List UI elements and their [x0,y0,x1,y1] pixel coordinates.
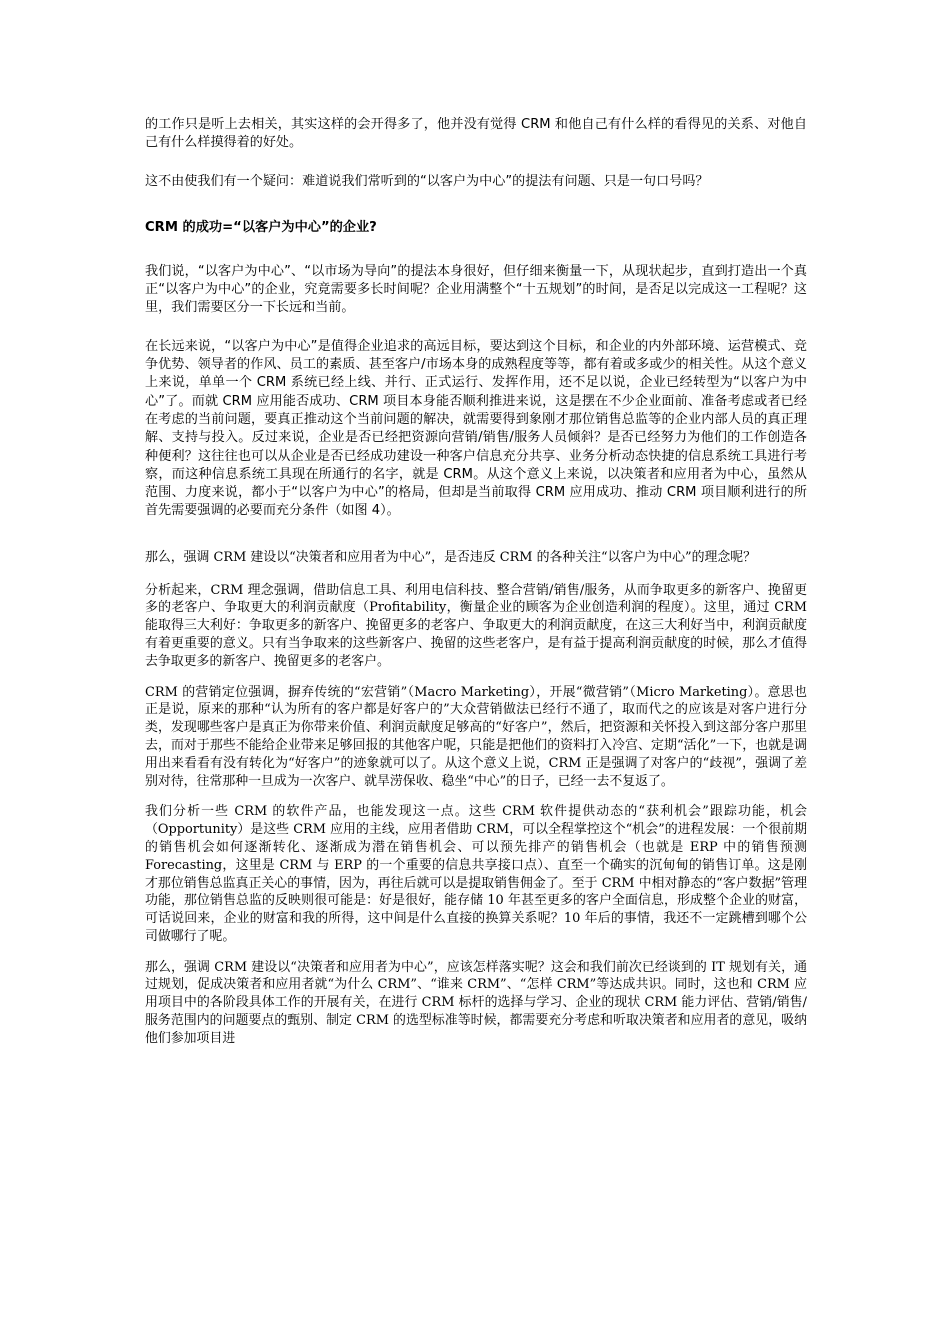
section-heading: CRM 的成功=“以客户为中心”的企业? [145,219,377,235]
paragraph-question: 这不由使我们有一个疑问：难道说我们常听到的“以客户为中心”的提法有问题、只是一句口号吗？ [145,173,709,189]
paragraph-profitability: 分析起来，CRM 理念强调，借助信息工具、利用电信科技、整合营销/销售/服务，从而争取更多的新客户、挽留更多的老客户、争取更大的利润贡献度（Profitability，衡量企业的顾客为企业创造利润的程度）。这里，通过 CRM 能取得三大利好：争取更多的新客户、挽留更多的老客户、争取更大的利润贡献度，在这三大利好当中，利润贡献度有着更重要的意义。只有当争取来的这些新客户、挽留的这些老客户，是有益于提高利润贡献度的时候，那么才值得去争取更多的新客户、挽留更多的老客户。 [145,582,807,669]
paragraph-decision-makers: 那么，强调 CRM 建设以“决策者和应用者为中心”，是否违反 CRM 的各种关注“以客户为中心”的理念呢？ [145,549,757,565]
paragraph-long-term: 在长远来说，“以客户为中心”是值得企业追求的高远目标，要达到这个目标，和企业的内外部环境、运营模式、竞争优势、领导者的作风、员工的素质、甚至客户/市场本身的成熟程度等等，都有着或多或少的相关性。从这个意义上来说，单单一个 CRM 系统已经上线、并行、正式运行、发挥作用，还不足以说，企业已经转型为“以客户为中心”了。而就 CRM 应用能否成功、CRM 项目本身能否顺利推进来说，这是摆在不少企业面前、准备考虑或者已经在考虑的当前问题，要真正推动这个当前问题的解决，就需要得到象刚才那位销售总监等的企业内部人员的真正理解、支持与投入。反过来说，企业是否已经把资源向营销/销售/服务人员倾斜？是否已经努力为他们的工作创造各种便利？这往往也可以从企业是否已经成功建设一种客户信息充分共享、业务分析动态快捷的信息系统工具进行考察，而这种信息系统工具现在所通行的名字，就是 CRM。从这个意义上来说，以决策者和应用者为中心，虽然从范围、力度来说，都小于“以客户为中心”的格局，但却是当前取得 CRM 应用成功、推动 CRM 项目顺利进行的所首先需要强调的必要而充分条件（如图 4）。 [145,338,807,519]
paragraph-opportunity: 我们分析一些 CRM 的软件产品，也能发现这一点。这些 CRM 软件提供动态的“获利机会”跟踪功能，机会（Opportunity）是这些 CRM 应用的主线，应用者借助 CRM，可以全程掌控这个“机会”的进程发展：一个很前期的销售机会如何逐渐转化、逐渐成为潜在销售机会、可以预先排产的销售机会（也就是 ERP 中的销售预测 Forecasting，这里是 CRM 与 ERP 的一个重要的信息共享接口点）、直至一个确实的沉甸甸的销售订单。这是刚才那位销售总监真正关心的事情，因为，再往后就可以是提取销售佣金了。至于 CRM 中相对静态的“客户数据”管理功能，那位销售总监的反映则很可能是：好是很好，能存储 10 年甚至更多的客户全面信息，形成整个企业的财富，可话说回来，企业的财富和我的所得，这中间是什么直接的换算关系呢？10 年后的事情，我还不一定跳槽到哪个公司做哪行了呢。 [145,804,807,944]
paragraph-customer-centric: 我们说，“以客户为中心”、“以市场为导向”的提法本身很好，但仔细来衡量一下，从现状起步，直到打造出一个真正“以客户为中心”的企业，究竟需要多长时间呢？企业用满整个“十五规划”的时间，是否足以完成这一工程呢？这里，我们需要区分一下长远和当前。 [145,263,807,316]
paragraph-crm-meetings: 的工作只是听上去相关，其实这样的会开得多了，他并没有觉得 CRM 和他自己有什么样的看得见的关系、对他自己有什么样摸得着的好处。 [145,117,807,151]
paragraph-implementation: 那么，强调 CRM 建设以“决策者和应用者为中心”，应该怎样落实呢？这会和我们前次已经谈到的 IT 规划有关，通过规划，促成决策者和应用者就“为什么 CRM”、“谁来 CRM”、“怎样 CRM”等达成共识。同时，这也和 CRM 应用项目中的各阶段具体工作的开展有关，在进行 CRM 标杆的选择与学习、企业的现状 CRM 能力评估、营销/销售/服务范围内的问题要点的甄别、制定 CRM 的选型标准等时候，都需要充分考虑和听取决策者和应用者的意见，吸纳他们参加项目进 [145,959,807,1046]
document-page [145,116,807,1048]
paragraph-micro-marketing: CRM 的营销定位强调，摒弃传统的“宏营销”（Macro Marketing），开展“微营销”（Micro Marketing）。意思也正是说，原来的那种“认为所有的客户都是好客户的”大众营销做法已经行不通了，取而代之的应该是对客户进行分类，发现哪些客户是真正为你带来价值、利润贡献度足够高的“好客户”，然后，把资源和关怀投入到这部分客户那里去，而对于那些不能给企业带来足够回报的其他客户呢，只能是把他们的资料打入冷宫、定期“活化”一下，也就是调用出来看看有没有转化为“好客户”的迹象就可以了。从这个意义上说，CRM 正是强调了对客户的“歧视”，强调了差别对待，往常那种一旦成为一次客户、就旱涝保收、稳坐“中心”的日子，已经一去不复返了。 [145,684,807,789]
